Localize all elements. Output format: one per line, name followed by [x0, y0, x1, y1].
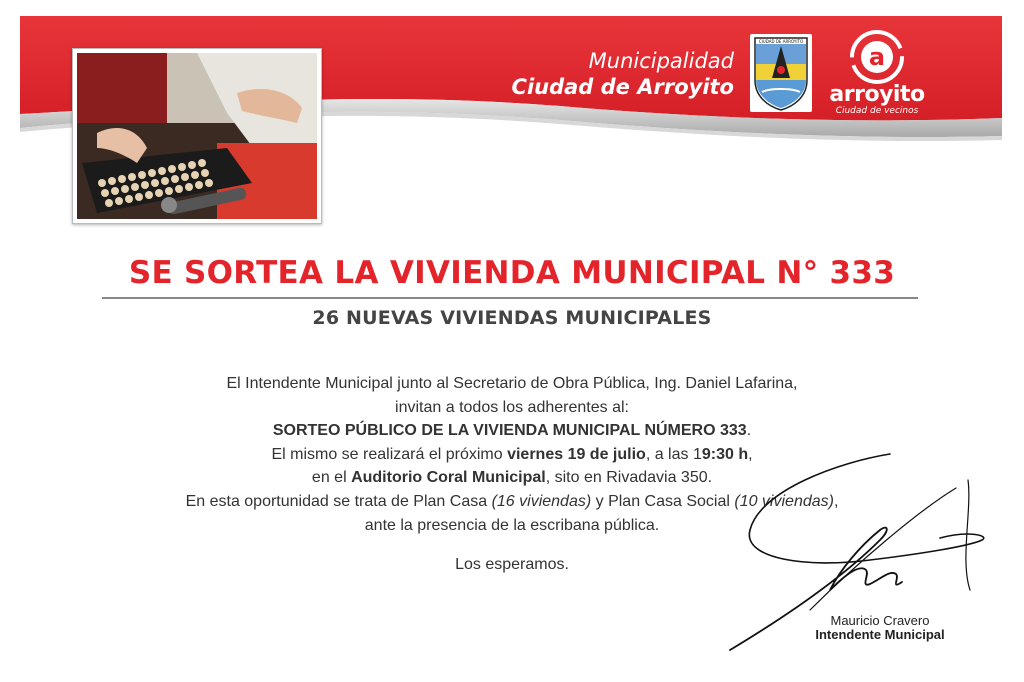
signatory [800, 614, 960, 642]
page-subtitle: 26 NUEVAS VIVIENDAS MUNICIPALES [312, 307, 712, 329]
municipality-brand [512, 48, 734, 100]
logo-name: arroyito [829, 82, 925, 107]
svg-text:a: a [868, 43, 886, 71]
lottery-photo [72, 48, 322, 224]
event-time: 9:30 h [701, 445, 749, 463]
coat-of-arms-icon [750, 34, 812, 112]
signatory-role: Intendente Municipal [815, 627, 945, 642]
arroyito-a-logo-icon [850, 30, 904, 84]
brand-line-2: Ciudad de Arroyito [511, 75, 734, 99]
logo-tagline: Ciudad de vecinos [835, 106, 919, 116]
body-line-5: en el Auditorio Coral Municipal, sito en Rivadavia 350. [311, 469, 713, 487]
event-name: SORTEO PÚBLICO DE LA VIVIENDA MUNICIPAL NÚMERO 333 [272, 422, 747, 440]
brand-line-1: Municipalidad [588, 49, 734, 73]
page-title: SE SORTEA LA VIVIENDA MUNICIPAL N° 333 [128, 255, 896, 291]
bingo-balls-photo-icon [77, 53, 317, 219]
signatory-name: Mauricio Cravero [830, 613, 930, 628]
body-line-6: En esta oportunidad se trata de Plan Casa (16 viviendas) y Plan Casa Social (10 viviendas), [185, 492, 839, 510]
event-venue: Auditorio Coral Municipal [351, 469, 546, 487]
body-line-1: El Intendente Municipal junto al Secretario de Obra Pública, Ing. Daniel Lafarina, [226, 375, 798, 392]
body-line-4: El mismo se realizará el próximo viernes 19 de julio, a las 19:30 h, [271, 445, 753, 463]
closing-text: Los esperamos. [455, 556, 569, 573]
title-divider [102, 297, 918, 299]
shield-label: CIUDAD DE ARROYITO [758, 39, 804, 44]
body-line-2: invitan a todos los adherentes al: [395, 398, 629, 416]
arroyito-logo [822, 30, 932, 120]
event-date: viernes 19 de julio [507, 445, 646, 463]
body-line-3: SORTEO PÚBLICO DE LA VIVIENDA MUNICIPAL NÚMERO 333. [272, 422, 752, 440]
body-line-7: ante la presencia de la escribana pública. [364, 516, 660, 534]
